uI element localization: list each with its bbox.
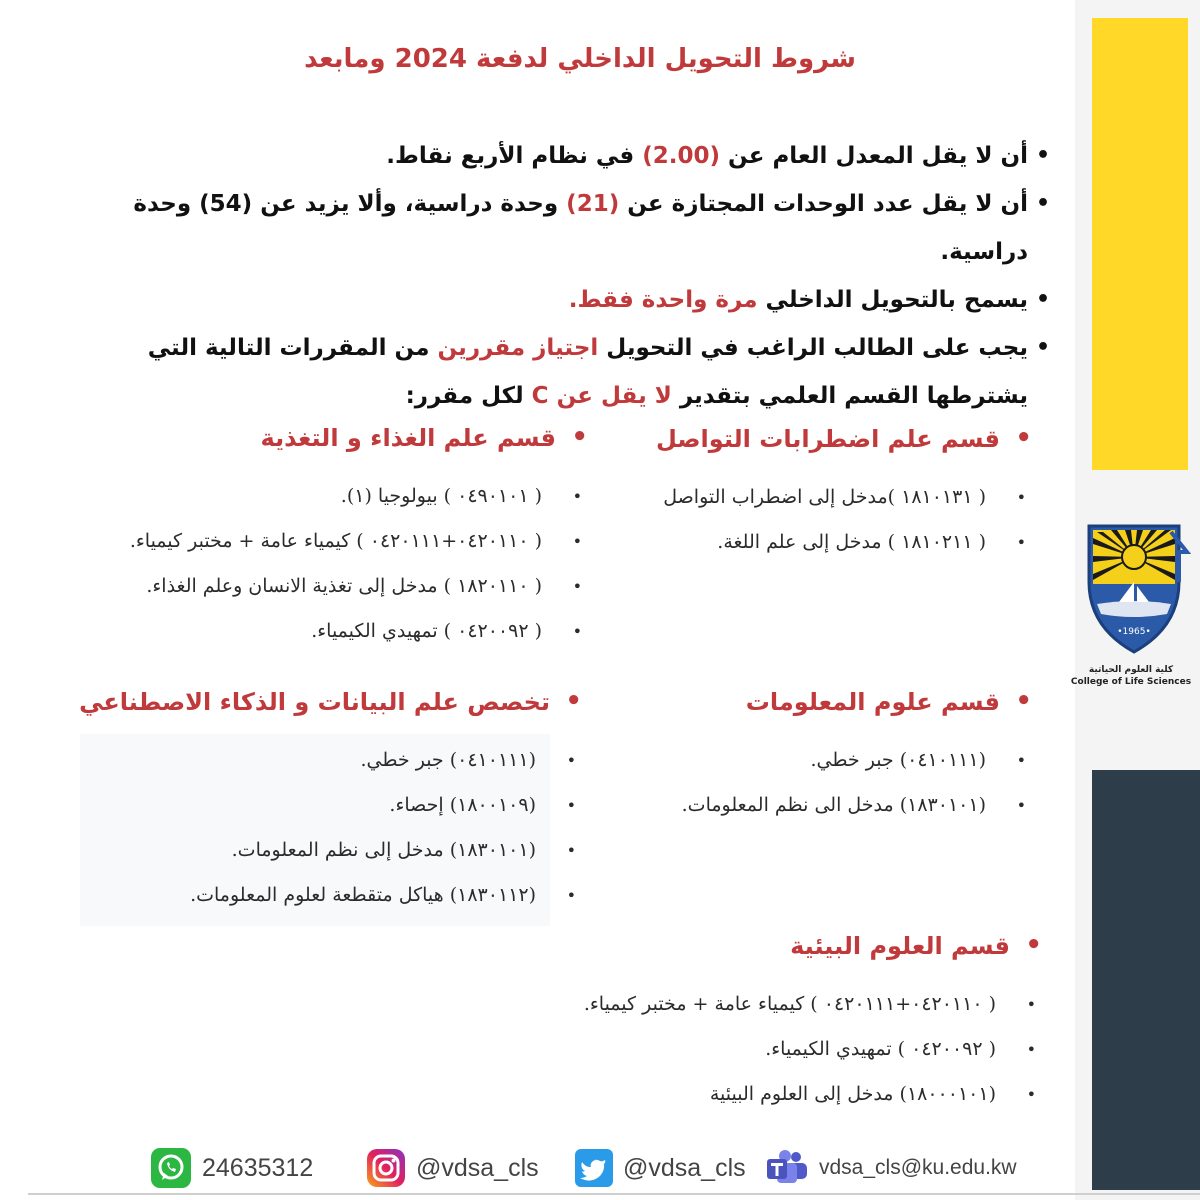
teams-contact[interactable] <box>765 1146 1017 1190</box>
course-item: • ( ٠٤٢٠٠٩٢ ) تمهيدي الكيمياء. <box>584 1027 1042 1072</box>
section-data-science-ai <box>79 688 582 918</box>
course-item: • (١٨٣٠١٠١) مدخل إلى نظم المعلومات. <box>79 828 582 873</box>
course-item: • (١٨٠٠٠١٠١) مدخل إلى العلوم البيئية <box>584 1072 1042 1117</box>
teams-icon <box>765 1149 809 1187</box>
whatsapp-icon <box>150 1147 192 1189</box>
course-item: • ( ١٨٢٠١١٠ ) مدخل إلى تغذية الانسان وعلم الغذاء. <box>130 564 588 609</box>
whatsapp-contact[interactable] <box>150 1146 313 1190</box>
bottom-divider <box>28 1193 1200 1195</box>
logo-arabic-name: كلية العلوم الحياتية <box>1088 665 1174 675</box>
course-list <box>682 738 1032 828</box>
condition-highlight: لا يقل عن C <box>531 383 672 409</box>
instagram-icon <box>366 1148 406 1188</box>
section-heading: • قسم علوم المعلومات <box>682 688 1032 716</box>
footer-contacts <box>150 1146 1050 1190</box>
section-heading: • قسم العلوم البيئية <box>584 932 1042 960</box>
course-item: • (١٨٠٠١٠٩) إحصاء. <box>79 783 582 828</box>
twitter-icon <box>575 1149 613 1187</box>
course-item: • ( ٠٤٢٠١١٠+٠٤٢٠١١١ ) كيمياء عامة + مختبر كيمياء. <box>584 982 1042 1027</box>
course-item: • (١٨٣٠١٠١) مدخل الى نظم المعلومات. <box>682 783 1032 828</box>
condition-text: من المقررات التالية التي يشترطها القسم العلمي بتقدير <box>147 335 1028 409</box>
condition-gpa <box>50 132 1050 180</box>
condition-courses <box>50 324 1050 420</box>
twitter-contact[interactable] <box>575 1146 746 1190</box>
condition-once <box>50 276 1050 324</box>
course-item: • ( ١٨١٠١٣١ )مدخل إلى اضطراب التواصل <box>656 475 1032 520</box>
conditions-list <box>50 132 1050 420</box>
course-item: • ( ٠٤٩٠١٠١ ) بيولوجيا (١). <box>130 474 588 519</box>
course-list <box>656 475 1032 565</box>
condition-text: لكل مقرر: <box>405 383 532 409</box>
course-list <box>130 474 588 654</box>
section-heading: • قسم علم الغذاء و التغذية <box>130 424 588 452</box>
course-list <box>79 738 582 918</box>
logo-caption <box>1062 664 1200 688</box>
yellow-decorative-bar <box>1092 18 1188 470</box>
condition-highlight: اجتياز مقررين <box>437 335 599 361</box>
logo-year: •1965• <box>1117 627 1151 637</box>
twitter-handle: @vdsa_cls <box>623 1153 746 1182</box>
section-communication-disorders <box>656 425 1032 565</box>
course-item: • (٠٤١٠١١١) جبر خطي. <box>682 738 1032 783</box>
instagram-handle: @vdsa_cls <box>416 1153 539 1182</box>
section-heading: • قسم علم اضطرابات التواصل <box>656 425 1032 453</box>
college-logo <box>1075 512 1193 662</box>
condition-highlight: (21) <box>566 191 620 217</box>
condition-text: يجب على الطالب الراغب في التحويل <box>598 335 1028 361</box>
section-heading: • تخصص علم البيانات و الذكاء الاصطناعي <box>79 688 582 716</box>
whatsapp-number: 24635312 <box>202 1153 314 1182</box>
teams-email: vdsa_cls@ku.edu.kw <box>819 1156 1017 1179</box>
condition-text: وحدة دراسية، وألا يزيد عن (54) وحدة دراسية. <box>133 191 1028 265</box>
condition-highlight: (2.00) <box>642 143 721 169</box>
course-list <box>584 982 1042 1117</box>
condition-text: أن لا يقل عدد الوحدات المجتازة عن <box>619 191 1028 217</box>
course-item: • (١٨٣٠١١٢) هياكل متقطعة لعلوم المعلومات. <box>79 873 582 918</box>
logo-english-name: College of Life Sciences <box>1070 677 1192 687</box>
section-information-science <box>682 688 1032 828</box>
dark-decorative-bar <box>1092 770 1200 1190</box>
course-item: • ( ١٨١٠٢١١ ) مدخل إلى علم اللغة. <box>656 520 1032 565</box>
condition-text: في نظام الأربع نقاط. <box>386 143 643 169</box>
course-item: • ( ٠٤٢٠١١٠+٠٤٢٠١١١ ) كيمياء عامة + مختبر كيمياء. <box>130 519 588 564</box>
instagram-contact[interactable] <box>366 1146 539 1190</box>
condition-text: يسمح بالتحويل الداخلي <box>757 287 1028 313</box>
section-food-nutrition <box>130 424 588 654</box>
section-environmental-science <box>584 932 1042 1117</box>
condition-text: أن لا يقل المعدل العام عن <box>720 143 1028 169</box>
page-title: شروط التحويل الداخلي لدفعة 2024 ومابعد <box>304 44 856 74</box>
condition-highlight: مرة واحدة فقط. <box>568 287 758 313</box>
course-item: • (٠٤١٠١١١) جبر خطي. <box>79 738 582 783</box>
condition-units <box>50 180 1050 276</box>
course-item: • ( ٠٤٢٠٠٩٢ ) تمهيدي الكيمياء. <box>130 609 588 654</box>
